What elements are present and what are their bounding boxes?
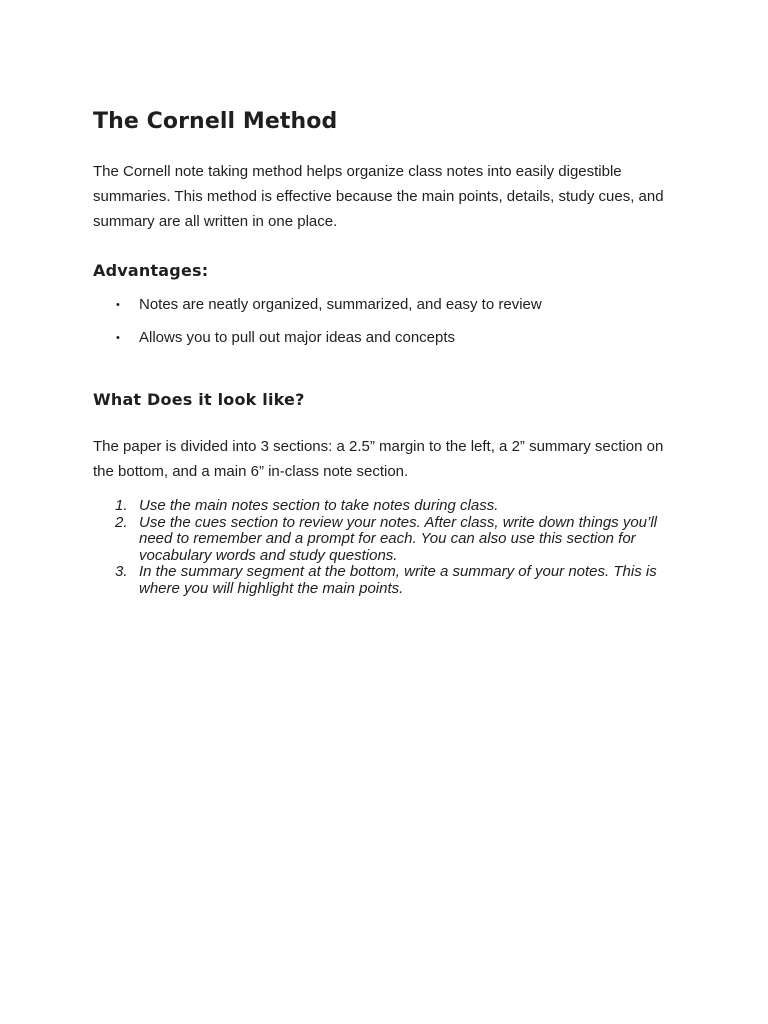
list-item-text: Notes are neatly organized, summarized, and easy to review xyxy=(139,296,542,313)
look-heading: What Does it look like? xyxy=(93,390,305,409)
steps-list xyxy=(93,498,683,598)
step-text: In the summary segment at the bottom, write a summary of your notes. This is where you will highlight the main points. xyxy=(139,563,657,597)
document-page xyxy=(93,108,683,598)
intro-paragraph: The Cornell note taking method helps organize class notes into easily digestible summaries. This method is effective because the main points, details, study cues, and summary are all written in one place. xyxy=(93,163,664,230)
list-item xyxy=(93,296,683,314)
advantages-heading: Advantages: xyxy=(93,261,209,280)
page-title: The Cornell Method xyxy=(93,109,338,134)
step-number: 3. xyxy=(115,563,128,581)
step-text: Use the cues section to review your notes. After class, write down things you’ll need to remember and a prompt for each. You can also use this section for vocabulary words and study questions. xyxy=(139,513,658,564)
advantages-list xyxy=(93,296,683,347)
step-number: 1. xyxy=(115,497,128,514)
list-item xyxy=(93,498,683,515)
list-item xyxy=(93,515,683,565)
step-number: 2. xyxy=(115,513,128,531)
list-item-text: Allows you to pull out major ideas and concepts xyxy=(139,329,456,346)
list-item xyxy=(93,329,683,347)
bullet-icon: • xyxy=(116,332,120,344)
step-text: Use the main notes section to take notes during class. xyxy=(139,497,499,514)
bullet-icon: • xyxy=(116,299,120,311)
list-item xyxy=(93,564,683,597)
sections-paragraph: The paper is divided into 3 sections: a 2.5” margin to the left, a 2” summary section on the bottom, and a main 6” in-class note section. xyxy=(93,438,664,480)
